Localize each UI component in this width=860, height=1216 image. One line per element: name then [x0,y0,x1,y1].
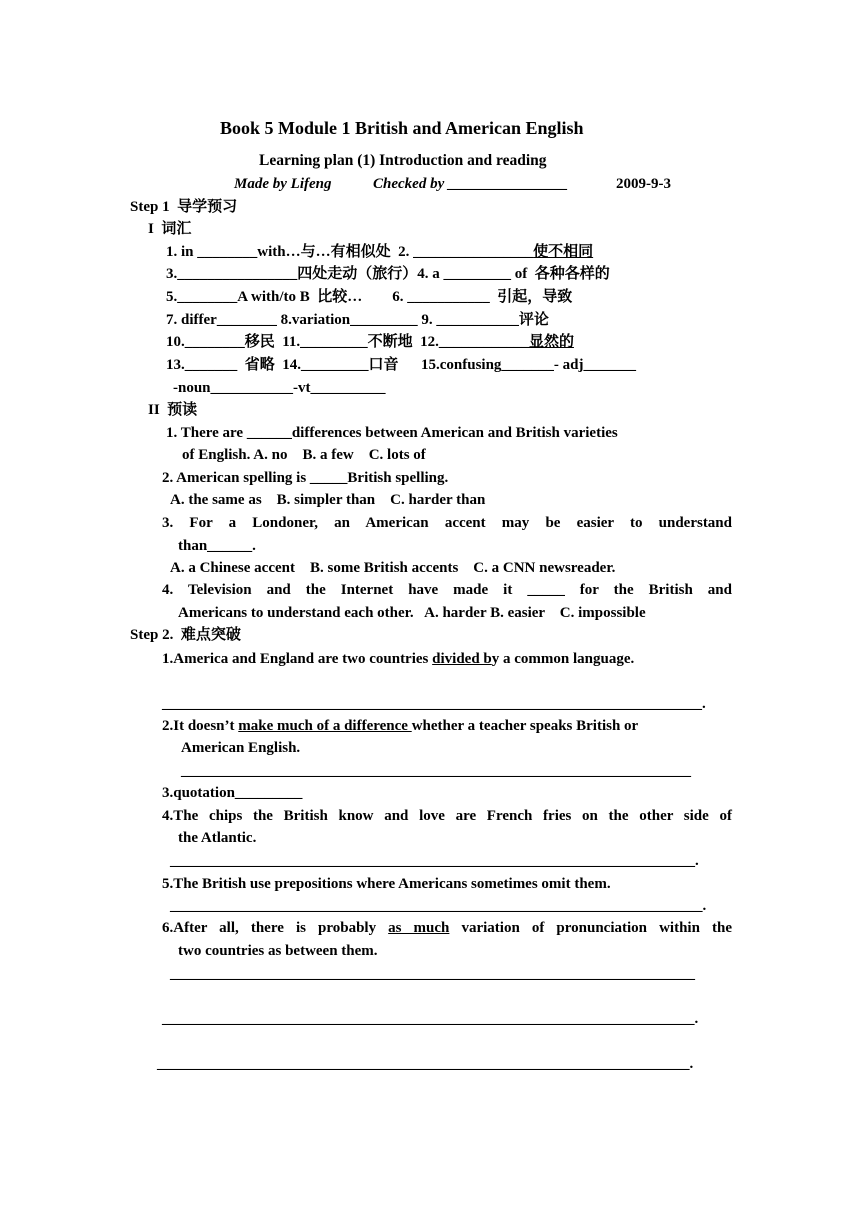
sentence-6 [162,918,732,938]
q2-line2: A. the same as B. simpler than C. harder than [170,492,486,508]
vocab-line-1-underlined: 使不相同 [533,244,594,260]
q1-line2: of English. A. no B. a few C. lots of [182,447,426,463]
q4-line2: Americans to understand each other. A. harder B. easier C. impossible [178,605,646,621]
step1-heading: Step 1 导学预习 [130,199,238,215]
vocab-line-5-text: 10.________移民 11._________不断地 12.____________ [166,334,529,350]
sentence-4-line1: 4.The chips the British know and love are French fries on the other side of [162,808,732,824]
vocab-line-5-underlined: 显然的 [528,334,574,350]
date: 2009-9-3 [616,176,671,192]
preview-heading: II 预读 [148,402,198,418]
made-by: Made by Lifeng [234,176,332,192]
vocab-line-6: 13._______ 省略 14._________口音 15.confusing_______- adj_______ [166,357,637,373]
sentence-2-part-a: 2.It doesn’t [162,718,239,734]
sentence-2-line2: American English. [181,740,301,756]
q3-line2: than______. [178,538,256,554]
sentence-3: 3.quotation_________ [162,785,303,801]
answer-blank-6c[interactable]: _______________________________________________________________________. [157,1056,694,1072]
vocab-line-4: 7. differ________ 8.variation_________ 9. ___________评论 [166,312,549,328]
q3-line1: 3. For a Londoner, an American accent may be easier to understand [162,515,732,531]
answer-blank-5[interactable]: _______________________________________________________________________. [170,898,707,914]
sentence-2-underlined: make much of a difference [238,718,412,734]
step2-heading: Step 2. 难点突破 [130,627,241,643]
sentence-6-underlined: as much [388,920,450,936]
vocab-line-5 [166,332,574,352]
vocab-line-7: -noun___________-vt__________ [173,380,386,396]
sentence-6-line2: two countries as between them. [178,943,378,959]
vocab-heading: I 词汇 [148,221,192,237]
sentence-6-part-a: 6.After all, there is probably [162,920,389,936]
answer-blank-6a[interactable]: ______________________________________________________________________ [170,966,695,982]
answer-blank-1[interactable]: ________________________________________________________________________. [162,696,706,712]
sentence-5: 5.The British use prepositions where Americans sometimes omit them. [162,876,611,892]
vocab-line-1-text: 1. in ________with…与…有相似处 2. ________________ [166,244,534,260]
sentence-4-line2: the Atlantic. [178,830,257,846]
answer-blank-2[interactable]: ____________________________________________________________________ [181,763,691,779]
q2-line1: 2. American spelling is _____British spelling. [162,470,449,486]
vocab-line-3: 5.________A with/to B 比较… 6. ___________ 引起，导致 [166,289,573,305]
sentence-2-part-b: whether a teacher speaks British or [411,718,639,734]
q1-line1: 1. There are ______differences between American and British varieties [166,425,618,441]
vocab-line-2: 3.________________四处走动（旅行）4. a _________ of 各种各样的 [166,266,610,282]
q3-line3: A. a Chinese accent B. some British accents C. a CNN newsreader. [170,560,616,576]
page-subtitle: Learning plan (1) Introduction and reading [259,152,547,169]
checked-by: Checked by ________________ [373,176,568,192]
sentence-1-part-b: y a common language. [491,651,635,667]
answer-blank-6b[interactable]: _______________________________________________________________________. [162,1011,699,1027]
sentence-1-underlined: divided b [432,651,492,667]
q4-line1: 4. Television and the Internet have made it _____ for the British and [162,582,732,598]
sentence-6-part-b: variation of pronunciation within the [449,920,732,936]
sentence-2 [162,716,638,736]
sentence-1-part-a: 1.America and England are two countries [162,651,433,667]
sentence-1 [162,649,634,669]
page-title: Book 5 Module 1 British and American English [220,118,584,138]
vocab-line-1 [166,242,593,262]
answer-blank-4[interactable]: ______________________________________________________________________. [170,853,699,869]
